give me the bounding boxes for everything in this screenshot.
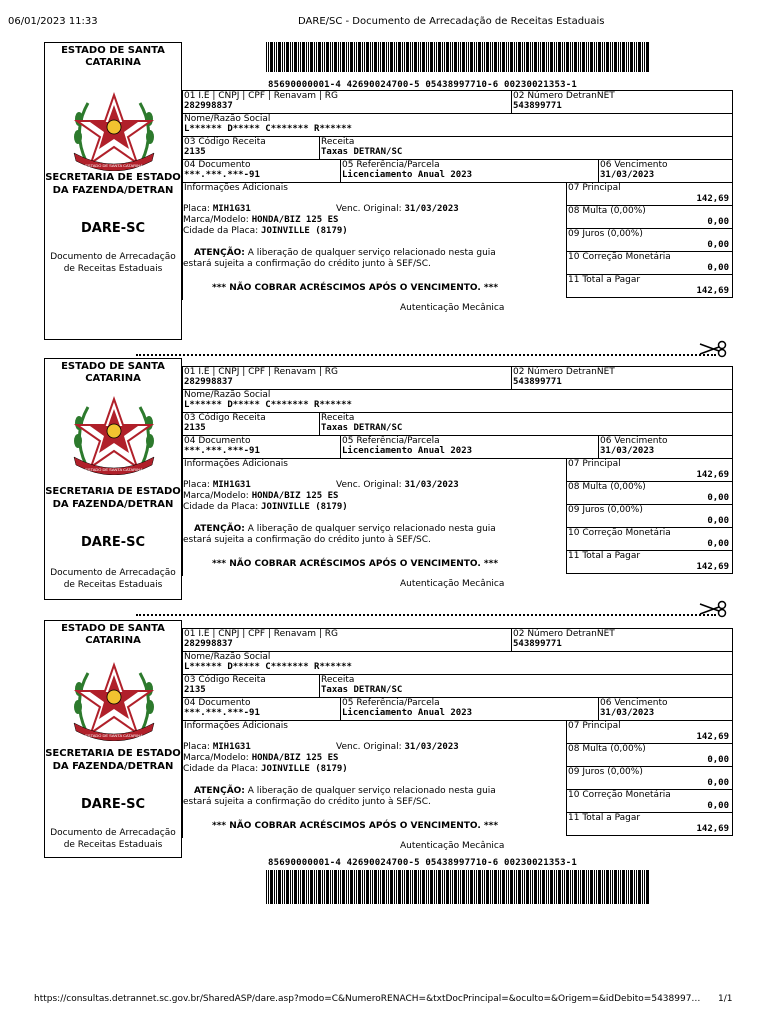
no-charges-warning: *** NÃO COBRAR ACRÉSCIMOS APÓS O VENCIMENTO. ***	[212, 821, 499, 831]
marca-line	[183, 491, 338, 502]
multa-value: 0,00	[707, 217, 729, 227]
principal-label: 07 Principal	[568, 459, 621, 469]
state-coat-of-arms	[66, 91, 162, 171]
receita-field	[319, 674, 733, 698]
receita-label: Receita	[321, 413, 355, 423]
detrannet-field	[511, 628, 733, 652]
info-label: Informações Adicionais	[184, 183, 288, 193]
atencao-label: ATENÇÃO:	[194, 524, 245, 534]
atencao-line-2: estará sujeita a confirmação do crédito junto à SEF/SC.	[183, 797, 431, 807]
barcode-number-top: 85690000001-4 42690024700-5 05438997710-6 00230021353-1	[268, 80, 578, 90]
multa-value: 0,00	[707, 493, 729, 503]
detrannet-label: 02 Número DetranNET	[513, 367, 615, 377]
info-label: Informações Adicionais	[184, 721, 288, 731]
placa-line	[183, 742, 251, 753]
venc-original-label: Venc. Original:	[336, 204, 402, 214]
venc-original-value: 31/03/2023	[404, 480, 459, 490]
documento-value: ***.***.***-91	[184, 446, 260, 456]
multa-field	[566, 743, 733, 767]
multa-value: 0,00	[707, 755, 729, 765]
total-value: 142,69	[696, 562, 729, 572]
juros-label: 09 Juros (0,00%)	[568, 505, 643, 515]
no-charges-warning: *** NÃO COBRAR ACRÉSCIMOS APÓS O VENCIMENTO. ***	[212, 283, 499, 293]
referencia-value: Licenciamento Anual 2023	[342, 170, 473, 180]
nome-field	[182, 113, 733, 137]
referencia-value: Licenciamento Anual 2023	[342, 446, 473, 456]
atencao-line-2: estará sujeita a confirmação do crédito junto à SEF/SC.	[183, 259, 431, 269]
multa-field	[566, 481, 733, 505]
page-url: https://consultas.detrannet.sc.gov.br/SharedASP/dare.asp?modo=C&NumeroRENACH=&txtDocPrincipal=&oculto=&Origem=&idDebito=5438997…	[34, 994, 701, 1004]
issuer-panel	[44, 358, 182, 600]
ie-field	[182, 628, 512, 652]
nome-label: Nome/Razão Social	[184, 114, 271, 124]
marca-value: HONDA/BIZ 125 ES	[251, 215, 339, 225]
total-field	[566, 274, 733, 298]
multa-field	[566, 205, 733, 229]
detrannet-value: 543899771	[513, 639, 562, 649]
vencimento-value: 31/03/2023	[600, 170, 655, 180]
multa-label: 08 Multa (0,00%)	[568, 206, 646, 216]
vencimento-label: 06 Vencimento	[600, 160, 668, 170]
atencao-label: ATENÇÃO:	[194, 786, 245, 796]
venc-original-line	[336, 742, 459, 753]
marca-value: HONDA/BIZ 125 ES	[251, 753, 339, 763]
scissors-icon	[698, 340, 728, 358]
nome-label: Nome/Razão Social	[184, 390, 271, 400]
venc-original-value: 31/03/2023	[404, 742, 459, 752]
print-title: DARE/SC - Documento de Arrecadação de Receitas Estaduais	[298, 16, 605, 27]
documento-value: ***.***.***-91	[184, 170, 260, 180]
cidade-value: JOINVILLE (8179)	[261, 226, 348, 236]
codigo-field	[182, 136, 320, 160]
atencao-line	[194, 786, 496, 797]
referencia-label: 05 Referência/Parcela	[342, 160, 440, 170]
ie-label: 01 I.E | CNPJ | CPF | Renavam | RG	[184, 367, 338, 377]
vencimento-value: 31/03/2023	[600, 708, 655, 718]
codigo-value: 2135	[184, 147, 206, 157]
placa-label: Placa:	[183, 204, 210, 214]
referencia-field	[340, 435, 599, 459]
placa-label: Placa:	[183, 480, 210, 490]
correcao-field	[566, 527, 733, 551]
no-charges-warning: *** NÃO COBRAR ACRÉSCIMOS APÓS O VENCIMENTO. ***	[212, 559, 499, 569]
documento-field	[182, 435, 341, 459]
referencia-field	[340, 159, 599, 183]
emblem-banner-text: ESTADO DE SANTA CATARINA	[85, 733, 143, 738]
document-description: Documento de Arrecadação de Receitas Estaduais	[50, 568, 176, 590]
scissors-icon	[698, 600, 728, 618]
ie-label: 01 I.E | CNPJ | CPF | Renavam | RG	[184, 91, 338, 101]
marca-label: Marca/Modelo:	[183, 753, 249, 763]
nome-value: L****** D***** C******* R******	[184, 400, 352, 410]
cidade-line	[183, 226, 348, 237]
detrannet-value: 543899771	[513, 101, 562, 111]
total-label: 11 Total a Pagar	[568, 551, 641, 561]
detrannet-value: 543899771	[513, 377, 562, 387]
principal-field	[566, 458, 733, 482]
principal-label: 07 Principal	[568, 183, 621, 193]
cut-line	[136, 614, 716, 616]
nome-field	[182, 651, 733, 675]
vencimento-field	[598, 697, 733, 721]
placa-value: MIH1G31	[212, 742, 251, 752]
multa-label: 08 Multa (0,00%)	[568, 744, 646, 754]
juros-value: 0,00	[707, 778, 729, 788]
documento-value: ***.***.***-91	[184, 708, 260, 718]
atencao-text-1: A liberação de qualquer serviço relacionado nesta guia	[244, 248, 496, 258]
cidade-label: Cidade da Placa:	[183, 502, 259, 512]
documento-label: 04 Documento	[184, 160, 251, 170]
receita-field	[319, 412, 733, 436]
barcode-bottom	[266, 870, 650, 904]
dare-label: DARE-SC	[80, 535, 146, 550]
cidade-label: Cidade da Placa:	[183, 764, 259, 774]
receita-field	[319, 136, 733, 160]
ie-value: 282998837	[184, 101, 233, 111]
detrannet-label: 02 Número DetranNET	[513, 629, 615, 639]
correcao-field	[566, 789, 733, 813]
correcao-label: 10 Correção Monetária	[568, 528, 671, 538]
atencao-line	[194, 248, 496, 259]
page-number: 1/1	[718, 994, 733, 1004]
ie-label: 01 I.E | CNPJ | CPF | Renavam | RG	[184, 629, 338, 639]
principal-value: 142,69	[696, 732, 729, 742]
info-label: Informações Adicionais	[184, 459, 288, 469]
placa-line	[183, 480, 251, 491]
dare-slip-3	[44, 620, 734, 878]
marca-label: Marca/Modelo:	[183, 491, 249, 501]
receita-value: Taxas DETRAN/SC	[321, 423, 403, 433]
receita-label: Receita	[321, 675, 355, 685]
state-name: ESTADO DE SANTA CATARINA	[61, 361, 165, 384]
dare-label: DARE-SC	[80, 797, 146, 812]
atencao-line	[194, 524, 496, 535]
principal-value: 142,69	[696, 470, 729, 480]
placa-value: MIH1G31	[212, 480, 251, 490]
cidade-value: JOINVILLE (8179)	[261, 502, 348, 512]
marca-line	[183, 753, 338, 764]
cidade-value: JOINVILLE (8179)	[261, 764, 348, 774]
cidade-line	[183, 502, 348, 513]
principal-label: 07 Principal	[568, 721, 621, 731]
emblem-banner-text: ESTADO DE SANTA CATARINA	[85, 467, 143, 472]
correcao-label: 10 Correção Monetária	[568, 790, 671, 800]
total-field	[566, 550, 733, 574]
referencia-value: Licenciamento Anual 2023	[342, 708, 473, 718]
atencao-text-1: A liberação de qualquer serviço relacionado nesta guia	[244, 524, 496, 534]
referencia-field	[340, 697, 599, 721]
cidade-label: Cidade da Placa:	[183, 226, 259, 236]
venc-original-label: Venc. Original:	[336, 742, 402, 752]
nome-value: L****** D***** C******* R******	[184, 662, 352, 672]
ie-value: 282998837	[184, 377, 233, 387]
placa-value: MIH1G31	[212, 204, 251, 214]
autenticacao-mecanica: Autenticação Mecânica	[400, 303, 505, 313]
dare-slip-2	[44, 358, 734, 616]
vencimento-field	[598, 435, 733, 459]
correcao-value: 0,00	[707, 263, 729, 273]
autenticacao-mecanica: Autenticação Mecânica	[400, 841, 505, 851]
total-label: 11 Total a Pagar	[568, 813, 641, 823]
juros-value: 0,00	[707, 516, 729, 526]
nome-field	[182, 389, 733, 413]
document-description: Documento de Arrecadação de Receitas Estaduais	[50, 252, 176, 274]
secretaria-name: SECRETARIA DE ESTADO DA FAZENDA/DETRAN	[45, 748, 181, 772]
codigo-value: 2135	[184, 685, 206, 695]
atencao-text-1: A liberação de qualquer serviço relacionado nesta guia	[244, 786, 496, 796]
correcao-value: 0,00	[707, 801, 729, 811]
ie-value: 282998837	[184, 639, 233, 649]
state-coat-of-arms	[66, 661, 162, 741]
juros-field	[566, 766, 733, 790]
document-description: Documento de Arrecadação de Receitas Estaduais	[50, 828, 176, 850]
documento-label: 04 Documento	[184, 698, 251, 708]
state-coat-of-arms	[66, 395, 162, 475]
codigo-label: 03 Código Receita	[184, 675, 266, 685]
documento-field	[182, 697, 341, 721]
state-name: ESTADO DE SANTA CATARINA	[61, 45, 165, 68]
vencimento-value: 31/03/2023	[600, 446, 655, 456]
documento-label: 04 Documento	[184, 436, 251, 446]
vencimento-label: 06 Vencimento	[600, 698, 668, 708]
juros-field	[566, 504, 733, 528]
dare-label: DARE-SC	[80, 221, 146, 236]
autenticacao-mecanica: Autenticação Mecânica	[400, 579, 505, 589]
detrannet-label: 02 Número DetranNET	[513, 91, 615, 101]
juros-label: 09 Juros (0,00%)	[568, 229, 643, 239]
placa-label: Placa:	[183, 742, 210, 752]
juros-value: 0,00	[707, 240, 729, 250]
receita-label: Receita	[321, 137, 355, 147]
marca-line	[183, 215, 338, 226]
codigo-field	[182, 412, 320, 436]
vencimento-label: 06 Vencimento	[600, 436, 668, 446]
atencao-label: ATENÇÃO:	[194, 248, 245, 258]
total-label: 11 Total a Pagar	[568, 275, 641, 285]
total-value: 142,69	[696, 824, 729, 834]
receita-value: Taxas DETRAN/SC	[321, 147, 403, 157]
marca-value: HONDA/BIZ 125 ES	[251, 491, 339, 501]
receita-value: Taxas DETRAN/SC	[321, 685, 403, 695]
barcode-number-bottom: 85690000001-4 42690024700-5 05438997710-6 00230021353-1	[268, 858, 578, 868]
detrannet-field	[511, 366, 733, 390]
detrannet-field	[511, 90, 733, 114]
venc-original-line	[336, 204, 459, 215]
venc-original-line	[336, 480, 459, 491]
secretaria-name: SECRETARIA DE ESTADO DA FAZENDA/DETRAN	[45, 172, 181, 196]
codigo-value: 2135	[184, 423, 206, 433]
ie-field	[182, 366, 512, 390]
issuer-panel	[44, 620, 182, 858]
juros-field	[566, 228, 733, 252]
nome-value: L****** D***** C******* R******	[184, 124, 352, 134]
nome-label: Nome/Razão Social	[184, 652, 271, 662]
barcode-top	[266, 42, 650, 72]
marca-label: Marca/Modelo:	[183, 215, 249, 225]
venc-original-value: 31/03/2023	[404, 204, 459, 214]
codigo-label: 03 Código Receita	[184, 413, 266, 423]
issuer-panel	[44, 42, 182, 340]
correcao-field	[566, 251, 733, 275]
print-datetime: 06/01/2023 11:33	[8, 16, 98, 27]
principal-field	[566, 182, 733, 206]
dare-slip-1	[44, 45, 734, 340]
cut-line	[136, 354, 716, 356]
correcao-label: 10 Correção Monetária	[568, 252, 671, 262]
total-value: 142,69	[696, 286, 729, 296]
referencia-label: 05 Referência/Parcela	[342, 436, 440, 446]
correcao-value: 0,00	[707, 539, 729, 549]
ie-field	[182, 90, 512, 114]
codigo-label: 03 Código Receita	[184, 137, 266, 147]
placa-line	[183, 204, 251, 215]
emblem-banner-text: ESTADO DE SANTA CATARINA	[85, 163, 143, 168]
atencao-line-2: estará sujeita a confirmação do crédito junto à SEF/SC.	[183, 535, 431, 545]
state-name: ESTADO DE SANTA CATARINA	[61, 623, 165, 646]
venc-original-label: Venc. Original:	[336, 480, 402, 490]
vencimento-field	[598, 159, 733, 183]
cidade-line	[183, 764, 348, 775]
principal-value: 142,69	[696, 194, 729, 204]
documento-field	[182, 159, 341, 183]
principal-field	[566, 720, 733, 744]
secretaria-name: SECRETARIA DE ESTADO DA FAZENDA/DETRAN	[45, 486, 181, 510]
juros-label: 09 Juros (0,00%)	[568, 767, 643, 777]
codigo-field	[182, 674, 320, 698]
referencia-label: 05 Referência/Parcela	[342, 698, 440, 708]
multa-label: 08 Multa (0,00%)	[568, 482, 646, 492]
total-field	[566, 812, 733, 836]
